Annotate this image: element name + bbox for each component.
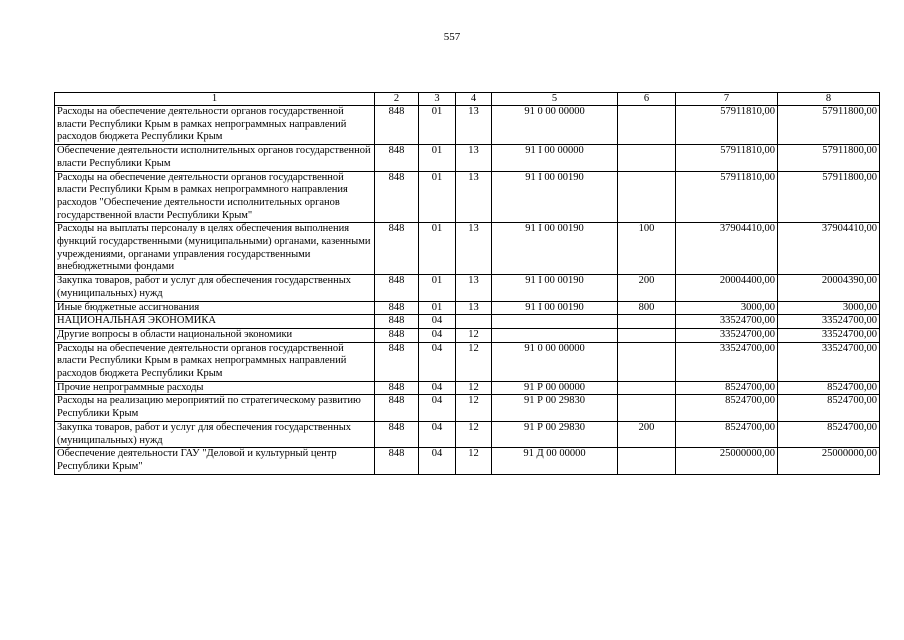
header-cell: 7: [676, 93, 778, 106]
expense-type-cell: [618, 328, 676, 342]
subsection-cell: 12: [456, 381, 492, 395]
subsection-cell: 12: [456, 328, 492, 342]
grbs-code-cell: 848: [375, 328, 419, 342]
table-row: [55, 328, 880, 342]
target-item-cell: 91 Р 00 00000: [492, 381, 618, 395]
row-name-cell: Иные бюджетные ассигнования: [55, 301, 375, 315]
table-row: [55, 395, 880, 421]
expense-type-cell: [618, 106, 676, 145]
section-cell: 04: [419, 381, 456, 395]
expense-type-cell: [618, 145, 676, 171]
amount-cell: 8524700,00: [676, 421, 778, 447]
row-name-cell: Обеспечение деятельности исполнительных органов государственной власти Республики Крым: [55, 145, 375, 171]
table-row: [55, 275, 880, 301]
target-item-cell: [492, 315, 618, 329]
amount-cell: 57911800,00: [778, 145, 880, 171]
table-row: [55, 448, 880, 474]
section-cell: 04: [419, 328, 456, 342]
amount-cell: 33524700,00: [676, 315, 778, 329]
row-name-cell: Расходы на выплаты персоналу в целях обеспечения выполнения функций государственными (муниципальными) органами, казенными учреждениями, органами управления государственными внебюджетными фондами: [55, 223, 375, 275]
header-cell: 1: [55, 93, 375, 106]
section-cell: 04: [419, 342, 456, 381]
grbs-code-cell: 848: [375, 342, 419, 381]
row-name-cell: Расходы на обеспечение деятельности органов государственной власти Республики Крым в рамках непрограммных направлений расходов бюджета Республики Крым: [55, 106, 375, 145]
amount-cell: 57911810,00: [676, 106, 778, 145]
grbs-code-cell: 848: [375, 395, 419, 421]
table-row: [55, 223, 880, 275]
row-name-cell: Другие вопросы в области национальной экономики: [55, 328, 375, 342]
subsection-cell: 13: [456, 171, 492, 223]
table-row: [55, 315, 880, 329]
expense-type-cell: [618, 395, 676, 421]
subsection-cell: 13: [456, 275, 492, 301]
row-name-cell: Прочие непрограммные расходы: [55, 381, 375, 395]
grbs-code-cell: 848: [375, 145, 419, 171]
grbs-code-cell: 848: [375, 315, 419, 329]
target-item-cell: 91 Р 00 29830: [492, 421, 618, 447]
amount-cell: 33524700,00: [676, 342, 778, 381]
target-item-cell: 91 Д 00 00000: [492, 448, 618, 474]
target-item-cell: 91 I 00 00190: [492, 223, 618, 275]
header-cell: 4: [456, 93, 492, 106]
table-row: [55, 171, 880, 223]
header-cell: 8: [778, 93, 880, 106]
grbs-code-cell: 848: [375, 106, 419, 145]
table-row: [55, 421, 880, 447]
row-name-cell: Обеспечение деятельности ГАУ "Деловой и культурный центр Республики Крым": [55, 448, 375, 474]
amount-cell: 37904410,00: [778, 223, 880, 275]
subsection-cell: 13: [456, 301, 492, 315]
subsection-cell: 13: [456, 106, 492, 145]
section-cell: 01: [419, 171, 456, 223]
header-cell: 6: [618, 93, 676, 106]
expense-type-cell: 200: [618, 275, 676, 301]
section-cell: 04: [419, 395, 456, 421]
grbs-code-cell: 848: [375, 275, 419, 301]
amount-cell: 8524700,00: [676, 381, 778, 395]
table-row: [55, 381, 880, 395]
budget-table: [54, 92, 880, 475]
amount-cell: 57911810,00: [676, 171, 778, 223]
section-cell: 01: [419, 106, 456, 145]
expense-type-cell: 100: [618, 223, 676, 275]
expense-type-cell: 800: [618, 301, 676, 315]
grbs-code-cell: 848: [375, 381, 419, 395]
table-row: [55, 145, 880, 171]
grbs-code-cell: 848: [375, 301, 419, 315]
amount-cell: 33524700,00: [676, 328, 778, 342]
amount-cell: 3000,00: [778, 301, 880, 315]
section-cell: 04: [419, 448, 456, 474]
amount-cell: 57911800,00: [778, 171, 880, 223]
target-item-cell: 91 I 00 00190: [492, 275, 618, 301]
subsection-cell: 12: [456, 421, 492, 447]
header-cell: 2: [375, 93, 419, 106]
section-cell: 04: [419, 315, 456, 329]
amount-cell: 20004390,00: [778, 275, 880, 301]
expense-type-cell: [618, 342, 676, 381]
section-cell: 04: [419, 421, 456, 447]
amount-cell: 33524700,00: [778, 342, 880, 381]
row-name-cell: Расходы на обеспечение деятельности органов государственной власти Республики Крым в рамках непрограммного направления расходов "Обеспечение деятельности исполнительных органов государственной власти Республики Крым": [55, 171, 375, 223]
subsection-cell: 12: [456, 342, 492, 381]
expense-type-cell: [618, 448, 676, 474]
amount-cell: 37904410,00: [676, 223, 778, 275]
header-cell: 5: [492, 93, 618, 106]
target-item-cell: 91 0 00 00000: [492, 106, 618, 145]
subsection-cell: [456, 315, 492, 329]
grbs-code-cell: 848: [375, 171, 419, 223]
target-item-cell: [492, 328, 618, 342]
subsection-cell: 13: [456, 145, 492, 171]
table-row: [55, 106, 880, 145]
row-name-cell: НАЦИОНАЛЬНАЯ ЭКОНОМИКА: [55, 315, 375, 329]
subsection-cell: 13: [456, 223, 492, 275]
table-row: [55, 301, 880, 315]
subsection-cell: 12: [456, 448, 492, 474]
target-item-cell: 91 I 00 00000: [492, 145, 618, 171]
expense-type-cell: [618, 171, 676, 223]
section-cell: 01: [419, 301, 456, 315]
header-row: [55, 93, 880, 106]
target-item-cell: 91 I 00 00190: [492, 171, 618, 223]
row-name-cell: Расходы на реализацию мероприятий по стратегическому развитию Республики Крым: [55, 395, 375, 421]
section-cell: 01: [419, 223, 456, 275]
row-name-cell: Закупка товаров, работ и услуг для обеспечения государственных (муниципальных) нужд: [55, 421, 375, 447]
grbs-code-cell: 848: [375, 421, 419, 447]
amount-cell: 33524700,00: [778, 328, 880, 342]
row-name-cell: Закупка товаров, работ и услуг для обеспечения государственных (муниципальных) нужд: [55, 275, 375, 301]
amount-cell: 8524700,00: [778, 421, 880, 447]
expense-type-cell: 200: [618, 421, 676, 447]
grbs-code-cell: 848: [375, 448, 419, 474]
amount-cell: 57911810,00: [676, 145, 778, 171]
amount-cell: 3000,00: [676, 301, 778, 315]
amount-cell: 25000000,00: [676, 448, 778, 474]
section-cell: 01: [419, 275, 456, 301]
grbs-code-cell: 848: [375, 223, 419, 275]
target-item-cell: 91 I 00 00190: [492, 301, 618, 315]
target-item-cell: 91 0 00 00000: [492, 342, 618, 381]
page-number: 557: [443, 31, 461, 43]
target-item-cell: 91 Р 00 29830: [492, 395, 618, 421]
amount-cell: 8524700,00: [676, 395, 778, 421]
expense-type-cell: [618, 381, 676, 395]
table-row: [55, 342, 880, 381]
section-cell: 01: [419, 145, 456, 171]
row-name-cell: Расходы на обеспечение деятельности органов государственной власти Республики Крым в рамках непрограммных направлений расходов бюджета Республики Крым: [55, 342, 375, 381]
amount-cell: 33524700,00: [778, 315, 880, 329]
amount-cell: 20004400,00: [676, 275, 778, 301]
amount-cell: 57911800,00: [778, 106, 880, 145]
subsection-cell: 12: [456, 395, 492, 421]
amount-cell: 8524700,00: [778, 381, 880, 395]
header-cell: 3: [419, 93, 456, 106]
amount-cell: 25000000,00: [778, 448, 880, 474]
amount-cell: 8524700,00: [778, 395, 880, 421]
expense-type-cell: [618, 315, 676, 329]
